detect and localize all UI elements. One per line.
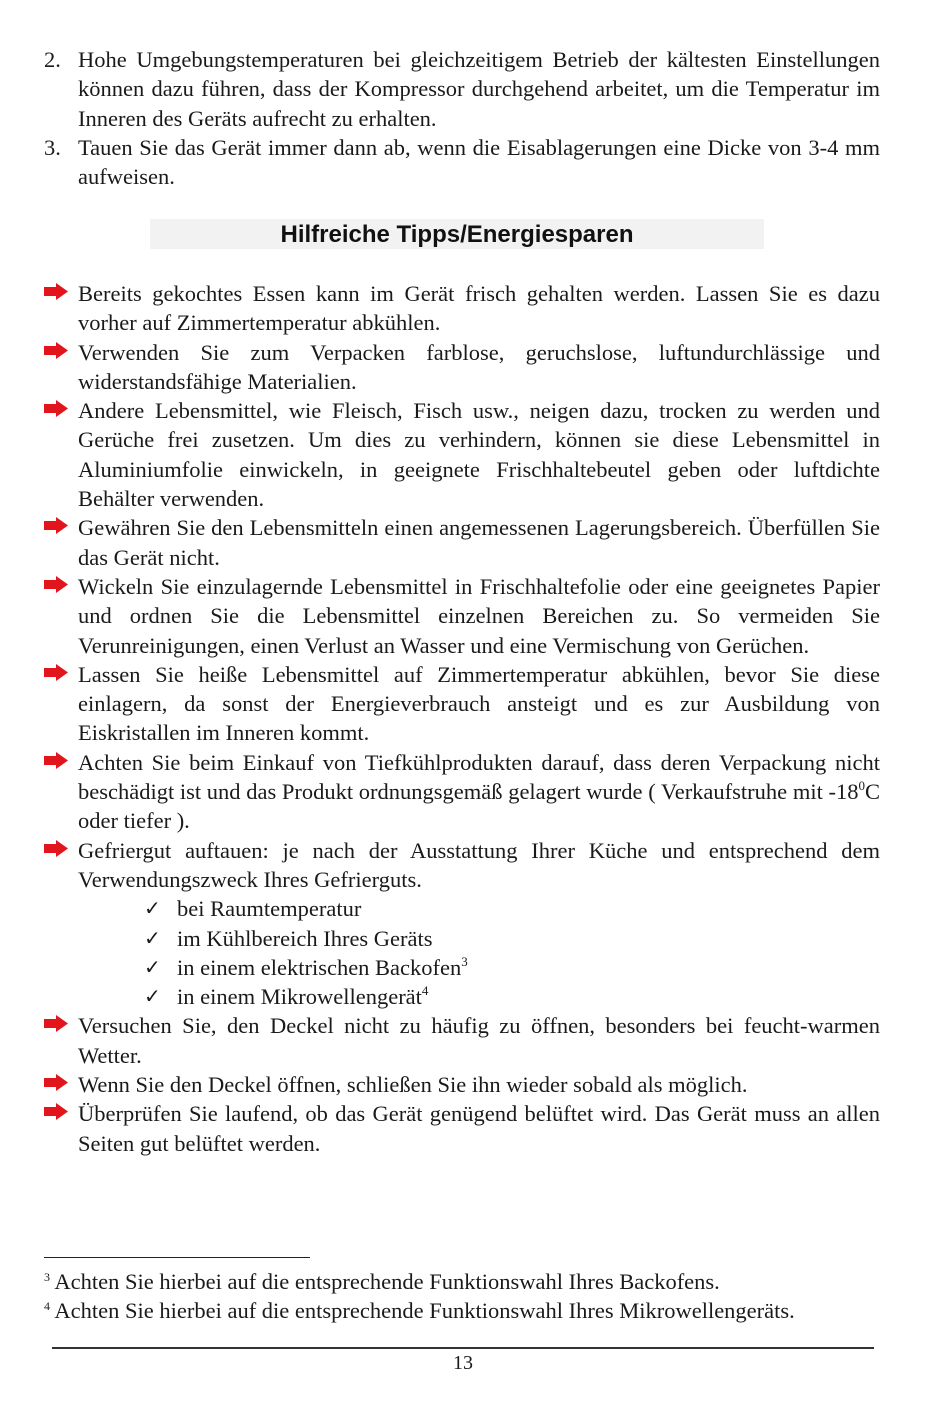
- tip-item: [44, 572, 880, 660]
- numbered-item-2: [44, 45, 880, 133]
- item-number: 2.: [44, 47, 61, 72]
- footer-rule: [52, 1347, 874, 1349]
- option-text: bei Raumtemperatur: [177, 896, 362, 922]
- footnote-text: Achten Sie hierbei auf die entsprechende Funktionswahl Ihres Backofens.: [50, 1269, 720, 1294]
- red-arrow-icon: [44, 517, 68, 534]
- checkmark-icon: ✓: [144, 954, 161, 979]
- item-number: 3.: [44, 134, 61, 160]
- tip-item: [44, 1011, 880, 1070]
- red-arrow-icon: [44, 283, 68, 300]
- footnote-mark: 3: [44, 1270, 50, 1284]
- tip-text: Verwenden Sie zum Verpacken farblose, geruchslose, luftundurchlässige und widerstandsfähige Materialien.: [78, 339, 880, 394]
- section-heading: Hilfreiche Tipps/Energiesparen: [280, 221, 634, 248]
- option-text: in einem elektrischen Backofen: [177, 954, 462, 980]
- tip-item: [44, 1070, 880, 1099]
- footnote: [44, 1296, 904, 1325]
- tip-item: [44, 660, 880, 748]
- tip-text: Gefriergut auftauen: je nach der Ausstattung Ihrer Küche und entsprechend dem Verwendungszweck Ihres Gefrierguts.: [78, 837, 880, 892]
- option-text: im Kühlbereich Ihres Geräts: [177, 925, 433, 951]
- tip-item: [44, 396, 880, 513]
- tip-item: [44, 748, 880, 836]
- tip-text: Versuchen Sie, den Deckel nicht zu häufig zu öffnen, besonders bei feucht-warmen Wetter.: [78, 1013, 880, 1068]
- tip-text: Gewähren Sie den Lebensmitteln einen angemessenen Lagerungsbereich. Überfüllen Sie das Gerät nicht.: [78, 515, 880, 570]
- footnote-ref: 4: [421, 983, 429, 999]
- footnote-text: Achten Sie hierbei auf die entsprechende Funktionswahl Ihres Mikrowellengeräts.: [50, 1298, 795, 1324]
- superscript: 0: [858, 778, 865, 794]
- tip-text: Überprüfen Sie laufend, ob das Gerät genügend belüftet wird. Das Gerät muss an allen Seiten gut belüftet werden.: [78, 1101, 880, 1156]
- footnote: [44, 1267, 904, 1296]
- tip-text: Bereits gekochtes Essen kann im Gerät frisch gehalten werden. Lassen Sie es dazu vorher auf Zimmertemperatur abkühlen.: [78, 281, 880, 336]
- checkmark-icon: ✓: [144, 896, 161, 921]
- footnote-mark: 4: [44, 1299, 50, 1314]
- tip-item: [44, 1099, 880, 1158]
- tip-text: Wickeln Sie einzulagernde Lebensmittel in Frischhaltefolie oder eine geeignetes Papier und ordnen Sie die Lebensmittel einzelnen Bereichen zu. So vermeiden Sie Verunreinigungen, einen Verlust an Wasser und eine Vermischung von Gerüchen.: [78, 573, 880, 658]
- red-arrow-icon: [44, 664, 68, 681]
- thaw-options-list: [44, 894, 880, 1011]
- page-number: 13: [453, 1352, 473, 1374]
- tip-text: Lassen Sie heiße Lebensmittel auf Zimmertemperatur abkühlen, bevor Sie diese einlagern, da sonst der Energieverbrauch ansteigt und es zur Ausbildung von Eiskristallen im Inneren kommt.: [78, 661, 880, 746]
- red-arrow-icon: [44, 400, 68, 417]
- option-text: in einem Mikrowellengerät: [177, 984, 422, 1010]
- footnotes: [44, 1267, 904, 1326]
- red-arrow-icon: [44, 576, 68, 593]
- numbered-list: [44, 45, 880, 191]
- tip-item: [44, 279, 880, 338]
- tip-text-part: C oder tiefer ).: [78, 779, 880, 834]
- footnote-separator: [44, 1257, 310, 1258]
- red-arrow-icon: [44, 752, 68, 769]
- tip-item: [44, 513, 880, 572]
- thaw-option: [144, 924, 880, 953]
- tip-item: [44, 338, 880, 397]
- tip-text: [78, 748, 880, 836]
- tip-text-part: Achten Sie beim Einkauf von Tiefkühlprodukten darauf, dass deren Verpackung nicht beschädigt ist und das Produkt ordnungsgemäß gelagert wurde ( Verkaufstruhe mit -18: [78, 749, 880, 805]
- footnote-ref: 3: [461, 953, 468, 969]
- red-arrow-icon: [44, 840, 68, 857]
- tips-list: [44, 279, 880, 1158]
- checkmark-icon: ✓: [144, 984, 161, 1009]
- red-arrow-icon: [44, 1074, 68, 1091]
- red-arrow-icon: [44, 1103, 68, 1120]
- red-arrow-icon: [44, 342, 68, 359]
- tip-text: Wenn Sie den Deckel öffnen, schließen Sie ihn wieder sobald als möglich.: [78, 1072, 748, 1098]
- thaw-option: [144, 894, 880, 923]
- item-text: Hohe Umgebungstemperaturen bei gleichzeitigem Betrieb der kältesten Einstellungen können dazu führen, dass der Kompressor durchgehend arbeitet, um die Temperatur im Inneren des Geräts aufrecht zu erhalten.: [78, 47, 880, 131]
- item-text: Tauen Sie das Gerät immer dann ab, wenn die Eisablagerungen eine Dicke von 3-4 mm aufweisen.: [78, 134, 880, 190]
- checkmark-icon: ✓: [144, 925, 161, 950]
- thaw-option: [144, 953, 880, 982]
- numbered-item-3: [44, 133, 880, 192]
- tip-item: [44, 836, 880, 895]
- tip-text: Andere Lebensmittel, wie Fleisch, Fisch usw., neigen dazu, trocken zu werden und Gerüche frei zusetzen. Um dies zu verhindern, können sie diese Lebensmittel in Aluminiumfolie einwickeln, in geeignete Frischhaltebeutel geben oder luftdichte Behälter verwenden.: [78, 398, 880, 512]
- thaw-option: [144, 982, 880, 1011]
- red-arrow-icon: [44, 1015, 68, 1032]
